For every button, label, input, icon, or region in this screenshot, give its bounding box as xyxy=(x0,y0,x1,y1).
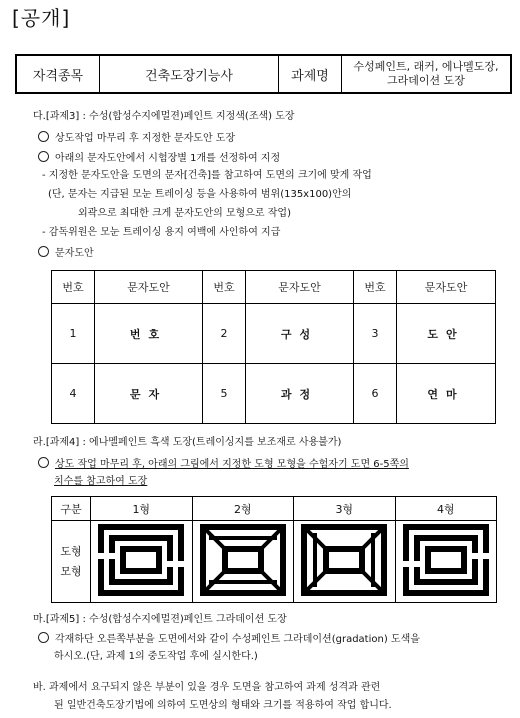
shape-row-label: 도형 모형 xyxy=(52,521,91,603)
char-num: 1 xyxy=(52,304,95,364)
section-da-title: 다.[과제3] : 수성(합성수지에멀젼)페인트 지정색(조색) 도장 xyxy=(33,111,295,122)
header-num: 번호 xyxy=(52,271,95,304)
shape-type-4 xyxy=(395,521,497,603)
section-ra-item-cont: 치수를 참고하여 도장 xyxy=(54,476,148,487)
label-task: 과제명 xyxy=(279,55,342,93)
value-task: 수성페인트, 래커, 에나멜도장, 그라데이션 도장 xyxy=(342,55,512,93)
section-da-sub4: - 감독위원은 모눈 트레이싱 용지 여백에 사인하여 지급 xyxy=(42,227,281,238)
header-num: 번호 xyxy=(354,271,397,304)
char-design: 문자 xyxy=(95,364,203,424)
char-design: 구성 xyxy=(246,304,354,364)
page-header: [공개] xyxy=(12,6,71,30)
bullet-circle-icon xyxy=(38,246,49,257)
char-num: 6 xyxy=(354,364,397,424)
header-design: 문자도안 xyxy=(397,271,496,304)
char-design: 과정 xyxy=(246,364,354,424)
bullet-circle-icon xyxy=(38,131,49,142)
section-da-sub2: (단, 문자는 지급된 모눈 트레이싱 등을 사용하여 범위(135x100)안의 xyxy=(48,189,352,200)
header-num: 번호 xyxy=(203,271,246,304)
char-num: 5 xyxy=(203,364,246,424)
shape-header: 3형 xyxy=(294,497,396,521)
section-da-sub1: - 지정한 문자도안을 도면의 문자[건축]를 참고하여 도면의 크기에 맞게 작업 xyxy=(42,170,372,181)
shape-header: 2형 xyxy=(192,497,294,521)
shape-header: 4형 xyxy=(395,497,497,521)
section-ba-line2: 된 일반건축도장기법에 의하여 도면상의 형태와 크기를 적용하여 작업 합니다. xyxy=(54,700,392,711)
shape-corner: 구분 xyxy=(52,497,91,521)
section-da-item2: 아래의 문자도안에서 시험장별 1개를 선정하여 지정 xyxy=(38,151,280,165)
bullet-circle-icon xyxy=(38,632,49,643)
shape-type-2 xyxy=(192,521,294,603)
section-da-item1: 상도작업 마무리 후 지정한 문자도안 도장 xyxy=(38,131,235,145)
section-da-item3: 문자도안 xyxy=(38,246,94,260)
exam-info-table xyxy=(15,54,512,94)
char-design-table xyxy=(51,270,496,424)
header-design: 문자도안 xyxy=(246,271,354,304)
shape-table xyxy=(51,496,497,603)
section-ma-title: 마.[과제5] : 수성(합성수지에멀젼)페인트 그라데이션 도장 xyxy=(33,614,287,625)
bullet-circle-icon xyxy=(38,457,49,468)
section-ra-title: 라.[과제4] : 에나멜페인트 흑색 도장(트레이싱지를 보조재로 사용불가) xyxy=(33,437,342,448)
section-ma-item: 각재하단 오른쪽부분을 도면에서와 같이 수성페인트 그라데이션(gradation) 도색을 xyxy=(38,632,420,646)
char-num: 4 xyxy=(52,364,95,424)
shape-header: 1형 xyxy=(91,497,193,521)
char-design: 도안 xyxy=(397,304,496,364)
stripe-frame-figure-3 xyxy=(300,523,388,597)
value-category: 건축도장기능사 xyxy=(100,55,279,93)
nested-frames-figure-4 xyxy=(402,523,490,597)
bullet-circle-icon xyxy=(38,151,49,162)
section-ma-item-cont: 하시오.(단, 과제 1의 중도작업 후에 실시한다.) xyxy=(54,651,258,662)
header-design: 문자도안 xyxy=(95,271,203,304)
section-ra-item: 상도 작업 마무리 후, 아래의 그림에서 지정한 도형 모형을 수험자기 도면 6-5쪽의 xyxy=(38,457,409,471)
char-num: 2 xyxy=(203,304,246,364)
stripe-frame-figure-2 xyxy=(199,523,287,597)
shape-type-1 xyxy=(91,521,193,603)
char-design: 번호 xyxy=(95,304,203,364)
shape-type-3 xyxy=(294,521,396,603)
char-num: 3 xyxy=(354,304,397,364)
section-ba-line1: 바. 과제에서 요구되지 않은 부분이 있을 경우 도면을 참고하여 과제 성격과 관련 xyxy=(33,682,381,693)
char-design: 연마 xyxy=(397,364,496,424)
section-da-sub3: 외곽으로 최대한 크게 문자도안의 모형으로 작업) xyxy=(78,208,291,219)
nested-frames-figure-1 xyxy=(97,523,185,597)
label-category: 자격종목 xyxy=(16,55,100,93)
